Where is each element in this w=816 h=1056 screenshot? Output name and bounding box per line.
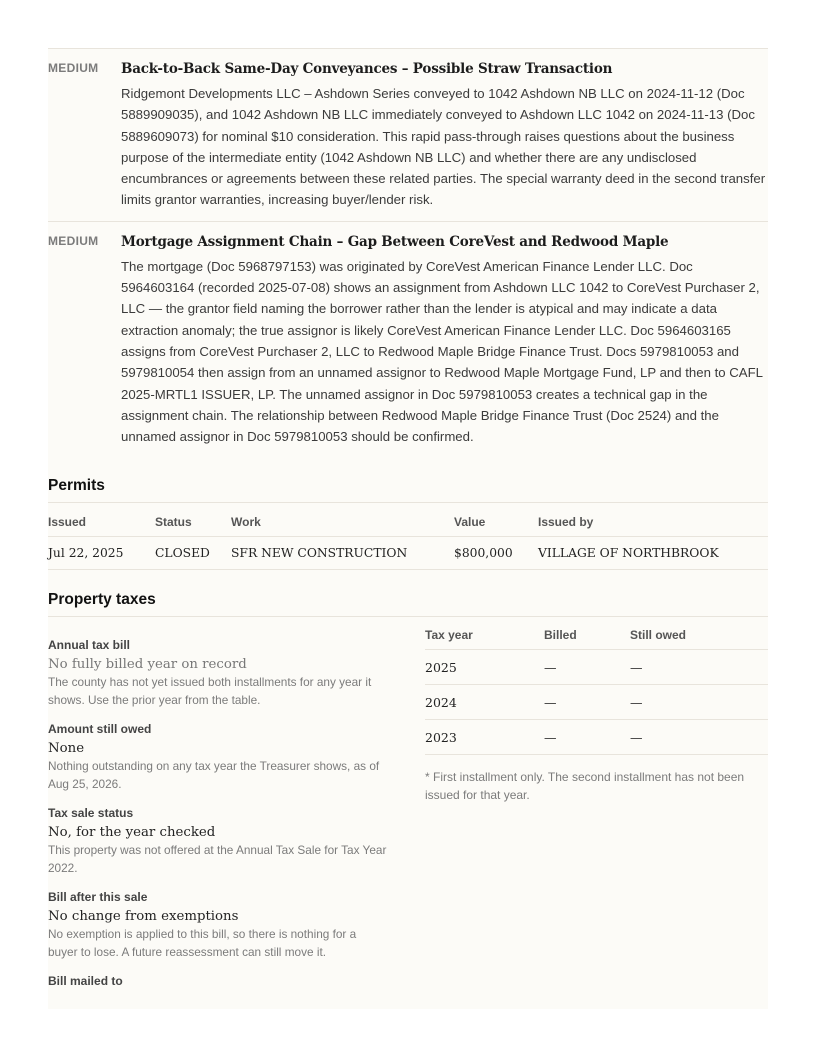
finding-title: Mortgage Assignment Chain – Gap Between CoreVest and Redwood Maple [121,233,669,250]
permits-table [48,503,768,570]
permit-value: $800,000 [454,537,538,570]
field-value: None [48,741,85,757]
permits-title: Permits [48,477,768,503]
permit-issued-by: VILLAGE OF NORTHBROOK [538,537,768,570]
field-note: The county has not yet issued both installments for any year it shows. Use the prior year from the table. [48,675,372,708]
findings-list [48,49,768,457]
finding-title: Back-to-Back Same-Day Conveyances – Possible Straw Transaction [121,61,613,77]
field-note: No exemption is applied to this bill, so there is nothing for a buyer to lose. A future reassessment can still move it. [48,927,357,960]
report-sheet [48,48,768,1009]
tax-year: 2023 [425,720,544,755]
col-issued-by: Issued by [538,503,768,537]
col-still-owed: Still owed [630,628,768,650]
table-row [425,720,768,755]
tax-field [48,806,388,877]
col-billed: Billed [544,628,630,650]
tax-summary [48,617,388,993]
col-status: Status [155,503,231,537]
field-label: Tax sale status [48,806,134,821]
tax-header-row [425,628,768,650]
taxes-title: Property taxes [48,591,768,617]
field-label: Amount still owed [48,722,152,737]
permit-issued: Jul 22, 2025 [48,537,155,570]
tax-billed: — [544,650,630,685]
tax-owed: — [630,720,768,755]
permits-section [48,477,768,570]
field-value: No fully billed year on record [48,657,247,673]
tax-year: 2024 [425,685,544,720]
field-label: Bill after this sale [48,890,148,905]
col-value: Value [454,503,538,537]
col-tax-year: Tax year [425,628,544,650]
field-value: No, for the year checked [48,825,216,841]
field-label: Annual tax bill [48,638,131,653]
tax-field [48,890,388,961]
field-note: Nothing outstanding on any tax year the Treasurer shows, as of Aug 25, 2026. [48,759,380,792]
finding-body [121,232,768,448]
finding-item [48,49,768,222]
permit-status: CLOSED [155,537,231,570]
field-label: Bill mailed to [48,974,123,989]
tax-field [48,722,388,793]
tax-billed: — [544,685,630,720]
permits-header-row [48,503,768,537]
tax-year: 2025 [425,650,544,685]
col-issued: Issued [48,503,155,537]
tax-billed: — [544,720,630,755]
table-row [425,685,768,720]
tax-year-table [425,628,768,755]
finding-body [121,59,768,211]
tax-field [48,974,388,988]
tax-owed: — [630,650,768,685]
tax-year-panel [425,617,768,993]
severity-badge: MEDIUM [48,233,99,248]
table-row [425,650,768,685]
severity-badge: MEDIUM [48,61,99,75]
field-note: This property was not offered at the Annual Tax Sale for Tax Year 2022. [48,843,387,876]
taxes-section [48,591,768,993]
table-row [48,537,768,570]
permit-work: SFR NEW CONSTRUCTION [231,537,454,570]
finding-text: Ridgemont Developments LLC – Ashdown Series conveyed to 1042 Ashdown NB LLC on 2024-11-12 (Doc 5889909035), and 1042 Ashdown NB LLC immediately conveyed to Ashdown LLC 1042 on 2024-11-13 (Doc 5889609073) for nominal $10 consideration. This rapid pass-through raises questions about the business purpose of the intermediate entity (1042 Ashdown NB LLC) and whether there are any undisclosed encumbrances or agreements between these related parties. The special warranty deed in the second transfer limits grantor warranties, increasing buyer/lender risk. [121,86,766,208]
field-value: No change from exemptions [48,909,239,925]
tax-field [48,638,388,709]
tax-owed: — [630,685,768,720]
finding-text: The mortgage (Doc 5968797153) was originated by CoreVest American Finance Lender LLC. Doc 5964603164 (recorded 2025-07-08) shows an assignment from Ashdown LLC 1042 to CoreVest Purchaser 2, LLC — the grantor field naming the borrower rather than the lender is atypical and may indicate a data extraction anomaly; the true assignor is likely CoreVest American Finance Lender LLC. Doc 5964603165 assigns from CoreVest Purchaser 2, LLC to Redwood Maple Bridge Finance Trust. Docs 5979810053 and 5979810054 then assign from an unnamed assignor to Redwood Maple Mortgage Fund, LP and then to CAFL 2025-MRTL1 ISSUER, LP. The unnamed assignor in Doc 5979810053 creates a technical gap in the assignment chain. The relationship between Redwood Maple Bridge Finance Trust (Doc 2524) and the unnamed assignor in Doc 5979810053 should be confirmed. [121,258,763,445]
finding-item [48,222,768,458]
tax-footnote: * First installment only. The second installment has not been issued for that year. [425,770,745,803]
col-work: Work [231,503,454,537]
